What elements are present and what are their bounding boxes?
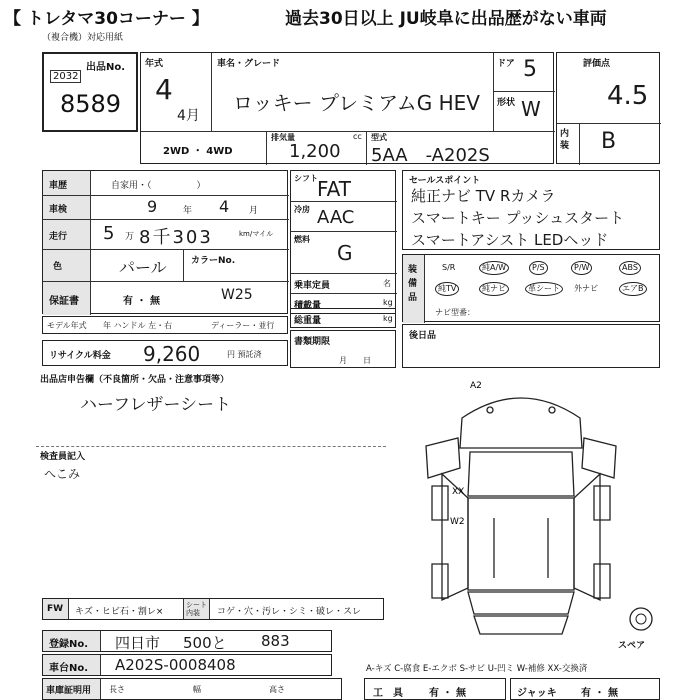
seat-value: コゲ・穴・汚レ・シミ・破レ・スレ (217, 607, 362, 617)
tools-value: 有 ・ 無 (429, 688, 466, 699)
lot-box (42, 52, 138, 132)
fw-label: FW (47, 604, 64, 614)
declaration-block (36, 370, 402, 442)
subtitle: （複合機）対応用紙 (42, 33, 124, 43)
registration-label: 登録No. (49, 639, 89, 650)
docs-row (290, 330, 396, 368)
spec-block (290, 170, 396, 314)
history-label: 車歴 (49, 181, 68, 191)
recycle-unit: 円 預託済 (227, 350, 262, 359)
score-value: 4.5 (607, 81, 649, 111)
inspection-month-unit: 月 (249, 206, 259, 216)
inspection-year: 9 (147, 197, 158, 216)
shape-label: 形状 (497, 98, 516, 108)
equip-sr: S/R (442, 263, 456, 272)
disp-value: 1,200 (289, 141, 341, 162)
score-label: 評価点 (583, 59, 611, 69)
name-value: ロッキー プレミアムG HEV (233, 91, 480, 115)
equipment-label: 装備品 (408, 265, 418, 303)
jack-label: ジャッキ (517, 688, 557, 699)
mileage-rest: 8千303 (139, 227, 213, 248)
car-diagram (412, 378, 630, 640)
chassis-row (42, 654, 332, 676)
spec-handle: 年 ハンドル 左・右 (103, 321, 173, 330)
spec-row (42, 316, 288, 334)
registration-row (42, 630, 332, 652)
sales-line-2: スマートキー プッシュスタート (411, 209, 625, 227)
year-month: 4月 (177, 108, 200, 124)
diagram-mark-a2: A2 (470, 381, 482, 391)
model-value: 5AA -A202S (371, 145, 490, 166)
registration-v2: 500と (183, 634, 227, 652)
sales-line-1: 純正ナビ TV Rカメラ (411, 187, 556, 205)
weight-label: 総重量 (294, 316, 322, 326)
equip-navi: 純ナビ (479, 282, 509, 296)
recycle-value: 9,260 (143, 342, 201, 366)
sales-block (402, 170, 660, 250)
equip-ps: P/S (529, 261, 548, 275)
shift-value: FAT (317, 177, 352, 201)
inspection-label: 車検 (49, 205, 68, 215)
color-label: 色 (53, 262, 63, 272)
chassis-label: 車台No. (49, 663, 89, 674)
spare-tire-icon (628, 606, 654, 632)
aftermarket-block (402, 324, 660, 368)
tools-label: 工具 (373, 688, 413, 699)
docs-value: 月 日 (339, 356, 371, 365)
inspection-month: 4 (219, 197, 230, 216)
color-value: パール (119, 258, 167, 277)
weight-unit: kg (383, 314, 393, 323)
mileage-unit: km/マイル (239, 230, 274, 238)
ac-value: AAC (317, 207, 355, 228)
disp-unit: cc (353, 132, 362, 141)
equip-aw: 純A/W (479, 261, 509, 275)
declaration-label: 出品店申告欄（不良箇所・欠品・注意事項等） (40, 375, 230, 385)
equip-pw: P/W (571, 261, 592, 275)
header-right: 過去30日以上 JU岐阜に出品歴がない車両 (285, 9, 607, 29)
details-block (42, 170, 288, 314)
fw-row (42, 598, 384, 620)
certificate-length: 長さ (109, 685, 125, 694)
warranty-value: 有 ・ 無 (123, 296, 160, 307)
equip-airbag: エアB (619, 282, 647, 296)
color-number-label: カラーNo. (191, 256, 236, 266)
disp-label: 排気量 (271, 133, 295, 142)
sales-label: セールスポイント (409, 176, 481, 186)
capacity-label: 乗車定員 (294, 281, 331, 291)
top-grid (140, 52, 554, 164)
spec-dealer: ディーラー・並行 (211, 321, 275, 330)
diagram-mark-w2: W2 (450, 517, 465, 527)
aftermarket-label: 後日品 (409, 331, 437, 341)
certificate-width: 幅 (193, 685, 201, 694)
equip-tv: 純TV (435, 282, 459, 296)
inspection-year-unit: 年 (183, 206, 193, 216)
fw-value: キズ・ヒビ石・割レ× (75, 607, 164, 617)
capacity-unit: 名 (383, 279, 391, 288)
warranty-note: W25 (221, 287, 253, 303)
lot-prefix: 出品No. (86, 62, 126, 73)
door-value: 5 (523, 57, 537, 82)
equip-ext-navi: 外ナビ (574, 284, 598, 293)
damage-legend: A-キズ C-腐食 E-エクボ S-サビ U-凹ミ W-補修 XX-交換済 (366, 664, 588, 674)
mileage-man: 5 (103, 223, 115, 244)
diagram-mark-xx: XX (452, 487, 465, 497)
equipment-block (402, 254, 660, 322)
shape-value: W (521, 97, 541, 121)
year-value: 4 (155, 73, 173, 106)
tools-row (364, 678, 506, 700)
certificate-height: 高さ (269, 685, 285, 694)
spare-label: スペア (618, 641, 646, 651)
declaration-value: ハーフレザーシート (80, 395, 232, 415)
weight-row (290, 308, 396, 328)
drive-label: 2WD ・ 4WD (163, 146, 233, 157)
equip-abs: ABS (619, 261, 641, 275)
load-label: 積載量 (294, 301, 322, 311)
spec-model-label: モデル年式 (47, 321, 87, 330)
year-label: 年式 (145, 59, 164, 69)
score-box (556, 52, 660, 164)
certificate-row (42, 678, 342, 700)
header-left: 【 トレタマ30コーナー 】 (4, 9, 209, 29)
recycle-label: リサイクル料金 (49, 351, 111, 361)
lot-code: 2032 (50, 70, 81, 83)
registration-v3: 883 (261, 632, 290, 650)
mileage-label: 走行 (49, 232, 68, 242)
header-bar (0, 0, 700, 30)
fuel-value: G (337, 241, 353, 265)
jack-value: 有 ・ 無 (581, 688, 618, 699)
certificate-label: 車庫証明用 (46, 686, 92, 696)
history-value: 自家用・（ ） (111, 181, 206, 191)
chassis-value: A202S-0008408 (115, 656, 236, 674)
interior-value: B (601, 129, 617, 154)
inspector-block (36, 446, 386, 594)
docs-label: 書類期限 (294, 337, 331, 347)
load-unit: kg (383, 298, 393, 307)
navi-label: ナビ型番： (435, 308, 475, 317)
model-label: 型式 (371, 133, 387, 142)
registration-v1: 四日市 (115, 634, 161, 652)
interior-label: 内装 (560, 129, 570, 151)
inspector-value: へこみ (44, 467, 81, 481)
name-label: 車名・グレード (217, 59, 281, 69)
sales-line-3: スマートアシスト LEDヘッド (411, 231, 609, 249)
seat-label: シート内装 (186, 601, 207, 617)
mileage-man-unit: 万 (125, 232, 135, 242)
door-label: ドア (497, 59, 515, 69)
recycle-row (42, 340, 288, 366)
ac-label: 冷房 (294, 205, 310, 214)
fuel-label: 燃料 (294, 235, 310, 244)
warranty-label: 保証書 (49, 296, 79, 307)
inspector-label: 検査員記入 (40, 452, 86, 462)
jack-row (510, 678, 660, 700)
equip-leather: 革シート (525, 282, 563, 296)
shift-label: シフト (294, 174, 318, 183)
lot-number: 8589 (60, 90, 122, 118)
